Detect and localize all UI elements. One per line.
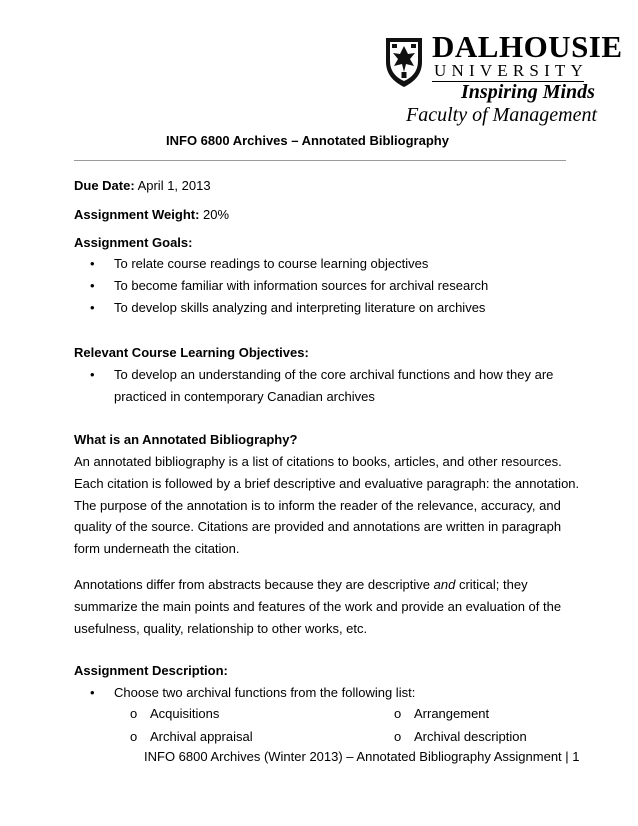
para2-line: Annotations differ from abstracts because they are descriptive and critical; they: [74, 577, 528, 592]
page-footer: INFO 6800 Archives (Winter 2013) – Annotated Bibliography Assignment | 1: [144, 749, 580, 764]
logo-university: UNIVERSITY: [434, 61, 588, 80]
due-date: [74, 178, 211, 194]
para2-line: summarize the main points and features of the work and provide an evaluation of the: [74, 599, 562, 614]
para2-line: usefulness, quality, relationship to other works, etc.: [74, 621, 368, 636]
para1-line: An annotated bibliography is a list of citations to books, articles, and other resources.: [74, 454, 562, 469]
para1-line: Each citation is followed by a brief descriptive and evaluative paragraph: the annotation.: [74, 476, 580, 491]
bullet: •: [90, 685, 95, 700]
sub-bullet: o: [130, 706, 138, 721]
logo-tagline: Inspiring Minds: [461, 81, 595, 103]
emphasis: and: [433, 577, 456, 592]
function-option: o Archival appraisal: [130, 729, 253, 744]
sub-bullet: o: [394, 729, 402, 744]
sub-bullet: o: [130, 729, 138, 744]
description-heading: Assignment Description:: [74, 663, 228, 678]
list-item: • To develop an understanding of the core archival functions and how they are: [74, 364, 553, 386]
bullet: •: [90, 256, 95, 271]
due-date-label: Due Date:: [74, 178, 135, 193]
description-list: [74, 682, 415, 704]
what-is-heading: What is an Annotated Bibliography?: [74, 432, 298, 447]
bullet: •: [90, 300, 95, 315]
list-item-continuation: practiced in contemporary Canadian archives: [114, 389, 375, 404]
due-date-value: April 1, 2013: [134, 178, 211, 193]
logo-faculty: Faculty of Management: [406, 104, 598, 126]
function-option: o Acquisitions: [130, 706, 220, 721]
objectives-heading: Relevant Course Learning Objectives:: [74, 345, 309, 360]
para1-line: form underneath the citation.: [74, 541, 240, 556]
assignment-weight: [74, 207, 229, 223]
bullet: •: [90, 367, 95, 382]
sub-bullet: o: [394, 706, 402, 721]
para1-line: The purpose of the annotation is to inform the reader of the relevance, accuracy, and: [74, 498, 561, 513]
list-item: • Choose two archival functions from the following list:: [74, 682, 415, 704]
header-divider: [74, 160, 566, 161]
list-item: • To relate course readings to course learning objectives: [74, 253, 488, 275]
goals-heading: Assignment Goals:: [74, 235, 193, 250]
logo-name: DALHOUSIE: [432, 29, 623, 64]
list-item: • To become familiar with information sources for archival research: [74, 275, 488, 297]
weight-value: 20%: [199, 207, 230, 222]
function-option: o Arrangement: [394, 706, 490, 721]
goals-list: [74, 253, 488, 319]
list-item: • To develop skills analyzing and interpreting literature on archives: [74, 297, 488, 319]
para1-line: quality of the source. Citations are provided and annotations are written in paragraph: [74, 519, 562, 534]
objectives-list: [74, 364, 553, 408]
function-option: o Archival description: [394, 729, 527, 744]
weight-label: Assignment Weight:: [74, 207, 200, 222]
document-title: INFO 6800 Archives – Annotated Bibliography: [166, 133, 449, 148]
crest-icon: [384, 36, 424, 88]
bullet: •: [90, 278, 95, 293]
